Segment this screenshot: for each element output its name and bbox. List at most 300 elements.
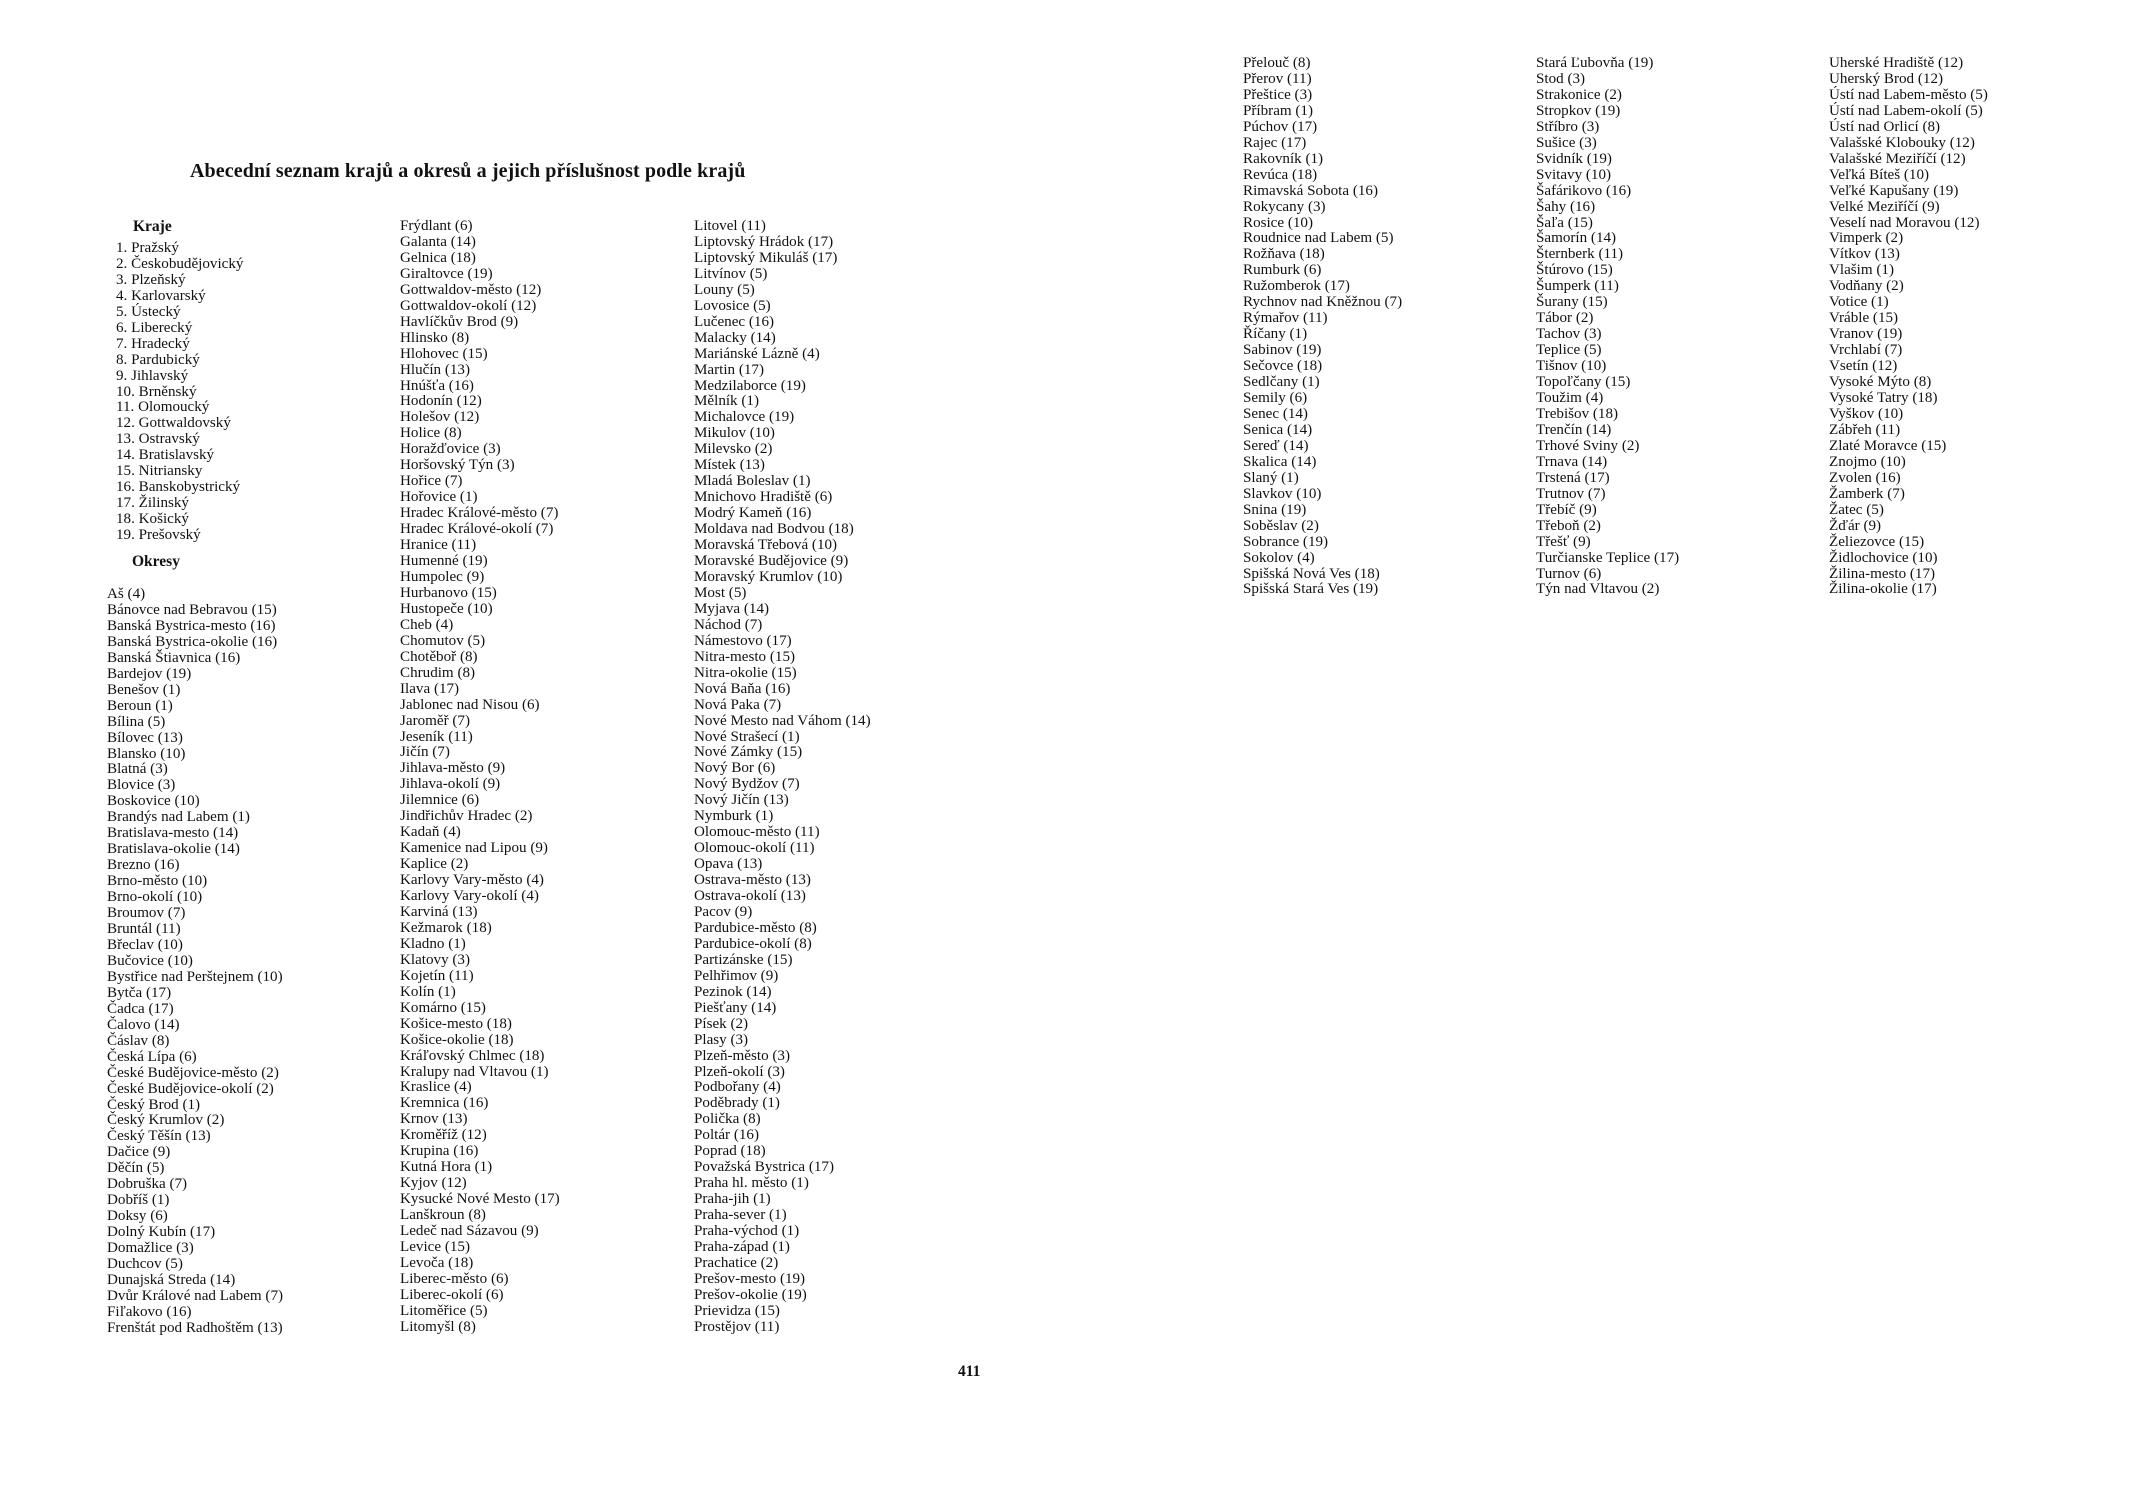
district-item: Židlochovice (10): [1829, 549, 1938, 566]
district-item: Hořovice (1): [400, 489, 478, 506]
district-item: Šternberk (11): [1536, 246, 1624, 263]
district-item: Stará Ľubovňa (19): [1536, 55, 1654, 71]
district-item: Horažďovice (3): [400, 441, 501, 458]
district-item: Kyjov (12): [400, 1175, 467, 1192]
district-item: Valašské Meziříčí (12): [1829, 150, 1966, 167]
district-item: Moravský Krumlov (10): [694, 568, 843, 585]
district-item: Galanta (14): [400, 233, 476, 250]
district-column-1: [107, 587, 283, 1337]
district-item: Liptovský Hrádok (17): [694, 233, 834, 250]
district-item: Vysoké Tatry (18): [1829, 390, 1938, 407]
district-item: Dunajská Streda (14): [107, 1271, 236, 1288]
district-item: Prostějov (11): [694, 1318, 780, 1335]
district-item: Šamorín (14): [1536, 230, 1617, 247]
district-item: Valašské Klobouky (12): [1829, 134, 1975, 151]
district-item: Karlovy Vary-okolí (4): [400, 888, 539, 905]
district-item: Štúrovo (15): [1536, 262, 1613, 279]
district-item: Ilava (17): [400, 680, 460, 697]
district-item: Krupina (16): [400, 1143, 479, 1160]
district-item: Plasy (3): [694, 1031, 749, 1048]
district-item: Nová Paka (7): [694, 696, 782, 713]
region-item: 7. Hradecký: [116, 335, 190, 352]
district-item: Skalica (14): [1243, 453, 1317, 470]
district-item: Přerov (11): [1243, 70, 1312, 87]
region-item: 8. Pardubický: [116, 351, 200, 368]
district-item: Banská Štiavnica (16): [107, 649, 241, 666]
district-item: Bratislava-mesto (14): [107, 825, 239, 842]
district-item: Lanškroun (8): [400, 1207, 486, 1224]
district-item: Rumburk (6): [1243, 262, 1322, 279]
district-item: Velké Meziříčí (9): [1829, 198, 1940, 215]
district-item: Giraltovce (19): [400, 265, 493, 282]
district-item: Boskovice (10): [107, 793, 200, 810]
district-item: Brandýs nad Labem (1): [107, 809, 250, 826]
district-item: Sobrance (19): [1243, 533, 1329, 550]
district-item: Nový Jičín (13): [694, 792, 789, 809]
district-item: Praha hl. město (1): [694, 1175, 809, 1192]
district-item: Sabinov (19): [1243, 342, 1322, 359]
district-item: Sušice (3): [1536, 134, 1597, 151]
district-item: Rakovník (1): [1243, 150, 1324, 167]
district-item: Košice-mesto (18): [400, 1015, 512, 1032]
district-item: Bruntál (11): [107, 921, 181, 938]
district-item: Trebišov (18): [1536, 405, 1619, 422]
district-item: Partizánske (15): [694, 951, 793, 968]
district-item: Přelouč (8): [1243, 55, 1311, 71]
district-item: Soběslav (2): [1243, 517, 1319, 534]
district-item: Mariánské Lázně (4): [694, 345, 820, 362]
district-item: Beroun (1): [107, 697, 173, 714]
district-item: Nové Strašecí (1): [694, 728, 800, 745]
district-item: Myjava (14): [694, 600, 770, 617]
district-item: Rosice (10): [1243, 214, 1314, 231]
district-item: Blansko (10): [107, 745, 186, 762]
district-item: Poděbrady (1): [694, 1095, 780, 1112]
district-item: Bratislava-okolie (14): [107, 841, 240, 858]
district-item: Litoměřice (5): [400, 1302, 488, 1319]
district-item: Liptovský Mikuláš (17): [694, 249, 838, 266]
district-item: Příbram (1): [1243, 102, 1314, 119]
district-item: Dobruška (7): [107, 1176, 188, 1193]
district-item: Rychnov nad Kněžnou (7): [1243, 294, 1403, 311]
district-item: Vodňany (2): [1829, 278, 1904, 295]
district-item: Říčany (1): [1243, 326, 1308, 343]
district-item: Humenné (19): [400, 553, 488, 570]
district-item: Podbořany (4): [694, 1079, 781, 1096]
district-item: Pezinok (14): [694, 983, 772, 1000]
district-item: Liberec-město (6): [400, 1270, 509, 1287]
district-item: Šahy (16): [1536, 198, 1596, 215]
district-item: Nitra-mesto (15): [694, 648, 796, 665]
district-item: Zvolen (16): [1829, 469, 1901, 486]
district-item: Brno-město (10): [107, 873, 208, 890]
district-item: Nový Bor (6): [694, 760, 776, 777]
district-item: Kralupy nad Vltavou (1): [400, 1063, 549, 1080]
district-item: Ostrava-okolí (13): [694, 888, 806, 905]
district-item: Cheb (4): [400, 616, 454, 633]
region-item: 5. Ústecký: [116, 303, 181, 320]
district-item: Vsetín (12): [1829, 358, 1898, 375]
district-item: Praha-východ (1): [694, 1223, 800, 1240]
district-item: Kadaň (4): [400, 824, 461, 841]
district-item: Jaroměř (7): [400, 712, 470, 729]
district-item: Duchcov (5): [107, 1256, 183, 1273]
district-item: Dobříš (1): [107, 1192, 170, 1209]
district-item: Jihlava-okolí (9): [400, 776, 501, 793]
district-column-3: [694, 219, 871, 1336]
district-item: Most (5): [694, 584, 747, 601]
district-item: Tábor (2): [1536, 310, 1594, 327]
district-item: Broumov (7): [107, 905, 186, 922]
district-item: Gottwaldov-okolí (12): [400, 297, 537, 314]
district-item: Lovosice (5): [694, 297, 771, 314]
district-item: Písek (2): [694, 1015, 749, 1032]
district-item: Klatovy (3): [400, 951, 471, 968]
district-item: Prešov-okolie (19): [694, 1286, 807, 1303]
district-item: Kladno (1): [400, 935, 466, 952]
district-item: Veselí nad Moravou (12): [1829, 214, 1980, 231]
district-item: Slavkov (10): [1243, 485, 1322, 502]
district-item: Třeboň (2): [1536, 517, 1601, 534]
district-item: Litomyšl (8): [400, 1318, 476, 1335]
district-item: Snina (19): [1243, 501, 1307, 518]
district-item: Teplice (5): [1536, 342, 1602, 359]
district-item: Mikulov (10): [694, 425, 775, 442]
district-item: Děčín (5): [107, 1160, 165, 1177]
district-item: Rimavská Sobota (16): [1243, 182, 1378, 199]
district-item: Lučenec (16): [694, 313, 775, 330]
district-item: Hodonín (12): [400, 393, 482, 410]
district-item: Fiľakovo (16): [107, 1303, 192, 1320]
district-item: Námestovo (17): [694, 632, 792, 649]
district-item: Komárno (15): [400, 999, 486, 1016]
district-item: Místek (13): [694, 457, 765, 474]
district-item: Senica (14): [1243, 421, 1313, 438]
district-item: Kežmarok (18): [400, 919, 492, 936]
district-item: Znojmo (10): [1829, 453, 1906, 470]
district-item: Kamenice nad Lipou (9): [400, 840, 548, 857]
district-item: Nitra-okolie (15): [694, 664, 797, 681]
district-item: Mladá Boleslav (1): [694, 473, 811, 490]
district-item: Domažlice (3): [107, 1240, 194, 1257]
district-item: Uherský Brod (12): [1829, 70, 1944, 87]
district-item: Žilina-okolie (17): [1829, 581, 1937, 598]
district-item: Ústí nad Orlicí (8): [1829, 118, 1941, 135]
district-item: Tachov (3): [1536, 326, 1602, 343]
district-item: Sedlčany (1): [1243, 374, 1320, 391]
district-item: Mnichovo Hradiště (6): [694, 489, 833, 506]
district-item: Frenštát pod Radhoštěm (13): [107, 1319, 283, 1336]
district-column-2: [400, 219, 560, 1336]
district-item: Medzilaborce (19): [694, 377, 806, 394]
district-item: Šurany (15): [1536, 294, 1608, 311]
district-item: Doksy (6): [107, 1208, 168, 1225]
district-item: Trenčín (14): [1536, 421, 1612, 438]
district-item: Holešov (12): [400, 409, 480, 426]
district-item: Humpolec (9): [400, 568, 485, 585]
district-item: Chomutov (5): [400, 632, 486, 649]
district-item: Vítkov (13): [1829, 246, 1900, 263]
district-item: Kysucké Nové Mesto (17): [400, 1191, 560, 1208]
district-column-5: [1536, 56, 1679, 598]
page-number: 411: [958, 1363, 981, 1380]
district-item: Bystřice nad Perštejnem (10): [107, 968, 283, 985]
district-item: Jičín (7): [400, 744, 450, 761]
district-item: Nové Mesto nad Váhom (14): [694, 712, 871, 729]
region-item: 9. Jihlavský: [116, 367, 189, 384]
region-item: 17. Žilinský: [116, 495, 189, 512]
region-item: 15. Nitriansky: [116, 463, 203, 480]
district-item: Pardubice-okolí (8): [694, 935, 812, 952]
district-item: Kaplice (2): [400, 856, 469, 873]
district-item: Bučovice (10): [107, 952, 193, 969]
district-item: Jihlava-město (9): [400, 760, 506, 777]
district-item: Blatná (3): [107, 761, 168, 778]
district-item: Revúca (18): [1243, 166, 1318, 183]
region-item: 1. Pražský: [116, 239, 179, 256]
district-item: Považská Bystrica (17): [694, 1159, 835, 1176]
region-item: 14. Bratislavský: [116, 447, 215, 464]
district-item: Český Krumlov (2): [107, 1112, 225, 1129]
district-item: Veľká Bíteš (10): [1829, 166, 1930, 183]
region-item: 6. Liberecký: [116, 319, 193, 336]
district-item: Jablonec nad Nisou (6): [400, 696, 540, 713]
regions-list: [116, 219, 243, 576]
district-item: Sokolov (4): [1243, 549, 1315, 566]
region-item: 16. Banskobystrický: [116, 479, 241, 496]
district-item: Vysoké Mýto (8): [1829, 374, 1932, 391]
region-item: 2. Českobudějovický: [116, 255, 244, 272]
district-item: České Budějovice-okolí (2): [107, 1080, 274, 1097]
district-item: Levoča (18): [400, 1254, 474, 1271]
district-item: Litvínov (5): [694, 265, 768, 282]
district-item: Nový Bydžov (7): [694, 776, 800, 793]
district-item: České Budějovice-město (2): [107, 1064, 279, 1081]
district-item: Veľké Kapušany (19): [1829, 182, 1959, 199]
district-item: Opava (13): [694, 856, 763, 873]
district-item: Ústí nad Labem-město (5): [1829, 86, 1988, 103]
district-item: Bardejov (19): [107, 665, 192, 682]
district-item: Kroměříž (12): [400, 1127, 487, 1144]
district-item: Senec (14): [1243, 405, 1308, 422]
districts-heading: Okresy: [132, 553, 180, 571]
district-item: Žatec (5): [1829, 501, 1884, 518]
district-item: Trutnov (7): [1536, 485, 1606, 502]
district-item: Kolín (1): [400, 983, 456, 1000]
district-item: Olomouc-město (11): [694, 824, 820, 841]
district-item: Prachatice (2): [694, 1254, 779, 1271]
region-item: 11. Olomoucký: [116, 399, 210, 416]
district-item: Dolný Kubín (17): [107, 1224, 216, 1241]
district-item: Krnov (13): [400, 1111, 468, 1128]
district-item: Rajec (17): [1243, 134, 1307, 151]
district-item: Stod (3): [1536, 70, 1586, 87]
district-item: Trnava (14): [1536, 453, 1608, 470]
regions-heading: Kraje: [133, 218, 172, 235]
district-item: Hranice (11): [400, 537, 477, 554]
district-item: Spišská Nová Ves (18): [1243, 565, 1380, 582]
district-item: Nová Baňa (16): [694, 680, 791, 697]
district-column-6: [1829, 56, 1988, 598]
district-item: Karlovy Vary-město (4): [400, 872, 544, 889]
district-item: Kremnica (16): [400, 1095, 489, 1112]
district-item: Litovel (11): [694, 218, 766, 234]
district-item: Svidník (19): [1536, 150, 1612, 167]
district-item: Tišnov (10): [1536, 358, 1607, 375]
district-item: Dvůr Králové nad Labem (7): [107, 1287, 284, 1304]
district-item: Púchov (17): [1243, 118, 1318, 135]
district-item: Hradec Králové-okolí (7): [400, 521, 554, 538]
district-item: Pacov (9): [694, 903, 753, 920]
district-item: Kojetín (11): [400, 967, 474, 984]
district-item: Český Brod (1): [107, 1096, 201, 1113]
district-item: Břeclav (10): [107, 936, 183, 953]
district-item: Košice-okolie (18): [400, 1031, 514, 1048]
district-item: Modrý Kameň (16): [694, 505, 812, 522]
district-item: Třebíč (9): [1536, 501, 1597, 518]
district-item: Polička (8): [694, 1111, 761, 1128]
district-item: Hurbanovo (15): [400, 584, 497, 601]
district-item: Žďár (9): [1829, 517, 1882, 534]
district-item: Votice (1): [1829, 294, 1889, 311]
district-item: Dačice (9): [107, 1144, 171, 1161]
district-item: Hlohovec (15): [400, 345, 488, 362]
district-item: Aš (4): [107, 586, 146, 602]
district-item: Žamberk (7): [1829, 485, 1905, 502]
district-item: Vyškov (10): [1829, 405, 1904, 422]
district-item: Poprad (18): [694, 1143, 766, 1160]
district-item: Chotěboř (8): [400, 648, 478, 665]
district-item: Havlíčkův Brod (9): [400, 313, 519, 330]
district-item: Pelhřimov (9): [694, 967, 779, 984]
district-item: Chrudim (8): [400, 664, 476, 681]
district-item: Želiezovce (15): [1829, 533, 1925, 550]
region-item: 10. Brněnský: [116, 383, 197, 400]
district-item: Praha-sever (1): [694, 1207, 787, 1224]
district-item: Stříbro (3): [1536, 118, 1600, 135]
district-item: Benešov (1): [107, 681, 181, 698]
district-item: Plzeň-okolí (3): [694, 1063, 785, 1080]
district-item: Louny (5): [694, 281, 755, 298]
district-item: Bánovce nad Bebravou (15): [107, 601, 277, 618]
region-item: 3. Plzeňský: [116, 271, 186, 288]
district-item: Nymburk (1): [694, 808, 774, 825]
district-item: Hlinsko (8): [400, 329, 470, 346]
district-item: Banská Bystrica-okolie (16): [107, 633, 278, 650]
district-item: Bílovec (13): [107, 729, 183, 746]
district-item: Martin (17): [694, 361, 765, 378]
district-item: Jindřichův Hradec (2): [400, 808, 533, 825]
district-item: Trhové Sviny (2): [1536, 437, 1640, 454]
district-item: Vrchlabí (7): [1829, 342, 1903, 359]
district-item: Český Těšín (13): [107, 1128, 211, 1145]
district-item: Vlašim (1): [1829, 262, 1894, 279]
district-item: Levice (15): [400, 1239, 470, 1255]
district-item: Piešťany (14): [694, 999, 777, 1016]
district-item: Hustopeče (10): [400, 600, 493, 617]
district-item: Spišská Stará Ves (19): [1243, 581, 1379, 598]
region-item: 4. Karlovarský: [116, 287, 206, 304]
district-item: Gottwaldov-město (12): [400, 281, 542, 298]
district-item: Moravská Třebová (10): [694, 537, 838, 554]
district-item: Banská Bystrica-mesto (16): [107, 617, 276, 634]
district-item: Gelnica (18): [400, 249, 476, 266]
district-item: Blovice (3): [107, 777, 176, 794]
district-item: Čadca (17): [107, 1000, 174, 1017]
district-item: Šafárikovo (16): [1536, 182, 1632, 199]
district-item: Moravské Budějovice (9): [694, 553, 849, 570]
district-item: Malacky (14): [694, 329, 776, 346]
district-item: Prievidza (15): [694, 1302, 780, 1319]
district-item: Ostrava-město (13): [694, 872, 811, 889]
district-item: Toužim (4): [1536, 390, 1604, 407]
district-item: Zlaté Moravce (15): [1829, 437, 1947, 454]
district-item: Holice (8): [400, 425, 462, 442]
district-item: Turčianske Teplice (17): [1536, 549, 1680, 566]
district-item: Šaľa (15): [1536, 214, 1593, 231]
district-item: Rožňava (18): [1243, 246, 1325, 263]
region-item: 19. Prešovský: [116, 527, 201, 544]
district-item: Hlučín (13): [400, 361, 471, 378]
district-item: Topoľčany (15): [1536, 374, 1631, 391]
district-item: Vráble (15): [1829, 310, 1899, 327]
district-item: Turnov (6): [1536, 565, 1602, 582]
district-item: Hnúšťa (16): [400, 377, 474, 394]
district-item: Jilemnice (6): [400, 792, 480, 809]
district-item: Roudnice nad Labem (5): [1243, 230, 1394, 247]
district-item: Kráľovský Chlmec (18): [400, 1047, 545, 1064]
district-item: Prešov-mesto (19): [694, 1270, 806, 1287]
district-item: Vranov (19): [1829, 326, 1903, 343]
district-item: Praha-jih (1): [694, 1191, 771, 1208]
district-item: Frýdlant (6): [400, 218, 473, 234]
district-item: Brezno (16): [107, 857, 180, 874]
district-item: Plzeň-město (3): [694, 1047, 790, 1064]
district-item: Sečovce (18): [1243, 358, 1323, 375]
district-item: Kraslice (4): [400, 1079, 472, 1096]
district-item: Žilina-mesto (17): [1829, 565, 1936, 582]
district-item: Trstená (17): [1536, 469, 1610, 486]
district-item: Praha-západ (1): [694, 1239, 790, 1255]
district-item: Pardubice-město (8): [694, 919, 817, 936]
district-item: Mělník (1): [694, 393, 759, 410]
district-item: Ledeč nad Sázavou (9): [400, 1223, 539, 1240]
district-item: Hradec Králové-město (7): [400, 505, 559, 522]
district-item: Stropkov (19): [1536, 102, 1621, 119]
district-item: Náchod (7): [694, 616, 763, 633]
district-item: Kutná Hora (1): [400, 1159, 493, 1176]
page-title: Abecední seznam krajů a okresů a jejich příslušnost podle krajů: [190, 160, 746, 182]
district-item: Poltár (16): [694, 1127, 759, 1144]
district-item: Liberec-okolí (6): [400, 1286, 504, 1303]
district-item: Brno-okolí (10): [107, 889, 203, 906]
district-item: Týn nad Vltavou (2): [1536, 581, 1660, 598]
district-item: Moldava nad Bodvou (18): [694, 521, 854, 538]
regions-items: [116, 241, 243, 544]
district-item: Sereď (14): [1243, 437, 1309, 454]
district-item: Michalovce (19): [694, 409, 795, 426]
district-item: Bytča (17): [107, 984, 172, 1001]
district-item: Horšovský Týn (3): [400, 457, 515, 474]
district-item: Ústí nad Labem-okolí (5): [1829, 102, 1983, 119]
district-item: Vimperk (2): [1829, 230, 1904, 247]
region-item: 18. Košický: [116, 511, 189, 528]
district-item: Šumperk (11): [1536, 278, 1619, 295]
region-item: 12. Gottwaldovský: [116, 415, 231, 432]
district-item: Přeštice (3): [1243, 86, 1313, 103]
district-column-4: [1243, 56, 1402, 598]
district-item: Nové Zámky (15): [694, 744, 803, 761]
